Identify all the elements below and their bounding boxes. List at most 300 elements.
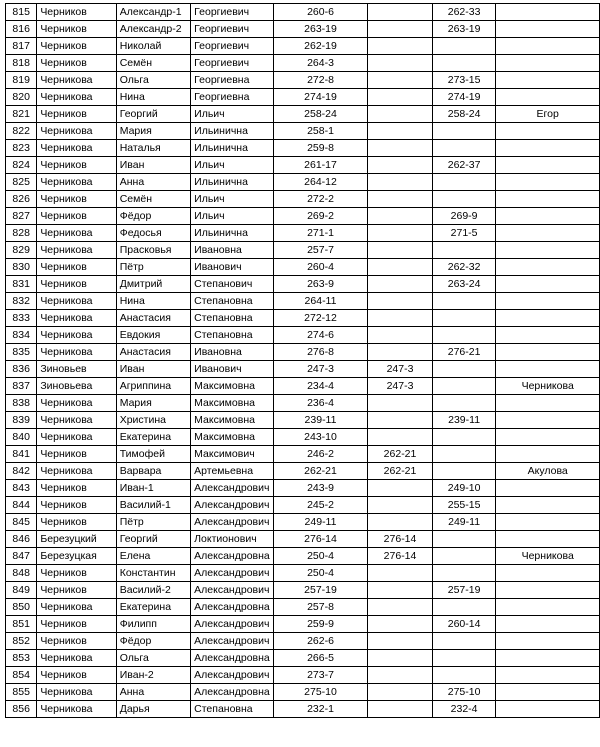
- cell-patronymic: Александровна: [191, 684, 274, 701]
- cell-surname: Черникова: [37, 412, 116, 429]
- cell-given-name: Иван: [116, 157, 190, 174]
- cell-surname: Черников: [37, 259, 116, 276]
- cell-code-2: [368, 701, 433, 718]
- cell-given-name: Нина: [116, 89, 190, 106]
- table-row: [6, 548, 600, 565]
- cell-given-name: Агриппина: [116, 378, 190, 395]
- records-table: [5, 3, 600, 718]
- cell-code-2: [368, 497, 433, 514]
- cell-note: [496, 293, 600, 310]
- cell-patronymic: Ильич: [191, 157, 274, 174]
- cell-note: Акулова: [496, 463, 600, 480]
- cell-code-1: 258-1: [273, 123, 368, 140]
- cell-code-2: [368, 599, 433, 616]
- table-row: [6, 4, 600, 21]
- cell-patronymic: Иванович: [191, 361, 274, 378]
- cell-code-3: [432, 140, 496, 157]
- cell-patronymic: Степановна: [191, 701, 274, 718]
- cell-code-3: [432, 463, 496, 480]
- cell-number: 826: [6, 191, 37, 208]
- cell-code-3: [432, 446, 496, 463]
- table-row: [6, 21, 600, 38]
- cell-code-1: 262-19: [273, 38, 368, 55]
- table-row: [6, 463, 600, 480]
- cell-patronymic: Георгиевич: [191, 38, 274, 55]
- cell-patronymic: Александрович: [191, 616, 274, 633]
- cell-number: 835: [6, 344, 37, 361]
- cell-code-3: [432, 378, 496, 395]
- cell-patronymic: Александрович: [191, 480, 274, 497]
- cell-code-1: 258-24: [273, 106, 368, 123]
- cell-number: 839: [6, 412, 37, 429]
- cell-surname: Зиновьев: [37, 361, 116, 378]
- table-row: [6, 361, 600, 378]
- cell-code-1: 250-4: [273, 548, 368, 565]
- cell-patronymic: Георгиевич: [191, 21, 274, 38]
- cell-given-name: Василий-1: [116, 497, 190, 514]
- cell-patronymic: Ивановна: [191, 242, 274, 259]
- cell-code-2: [368, 616, 433, 633]
- cell-given-name: Иван-2: [116, 667, 190, 684]
- cell-patronymic: Степановна: [191, 293, 274, 310]
- cell-code-2: [368, 327, 433, 344]
- cell-code-3: [432, 327, 496, 344]
- cell-code-3: 271-5: [432, 225, 496, 242]
- cell-number: 829: [6, 242, 37, 259]
- cell-code-1: 272-12: [273, 310, 368, 327]
- cell-given-name: Елена: [116, 548, 190, 565]
- table-row: [6, 157, 600, 174]
- table-row: [6, 429, 600, 446]
- cell-code-3: 258-24: [432, 106, 496, 123]
- table-row: [6, 225, 600, 242]
- cell-surname: Черников: [37, 4, 116, 21]
- cell-code-1: 264-3: [273, 55, 368, 72]
- cell-code-3: [432, 531, 496, 548]
- cell-note: [496, 276, 600, 293]
- cell-code-1: 262-6: [273, 633, 368, 650]
- cell-code-1: 276-14: [273, 531, 368, 548]
- cell-note: [496, 701, 600, 718]
- cell-code-3: 257-19: [432, 582, 496, 599]
- cell-surname: Черников: [37, 480, 116, 497]
- cell-surname: Черникова: [37, 327, 116, 344]
- cell-code-3: 262-32: [432, 259, 496, 276]
- cell-note: [496, 21, 600, 38]
- cell-note: [496, 72, 600, 89]
- cell-code-1: 234-4: [273, 378, 368, 395]
- cell-number: 834: [6, 327, 37, 344]
- table-row: [6, 650, 600, 667]
- cell-code-1: 257-7: [273, 242, 368, 259]
- cell-code-1: 262-21: [273, 463, 368, 480]
- cell-patronymic: Ильинична: [191, 225, 274, 242]
- cell-note: [496, 242, 600, 259]
- records-body: [6, 4, 600, 718]
- cell-code-1: 272-2: [273, 191, 368, 208]
- cell-number: 852: [6, 633, 37, 650]
- cell-code-2: [368, 293, 433, 310]
- cell-surname: Черников: [37, 106, 116, 123]
- table-row: [6, 582, 600, 599]
- cell-surname: Черникова: [37, 701, 116, 718]
- cell-code-1: 260-4: [273, 259, 368, 276]
- cell-surname: Черников: [37, 667, 116, 684]
- cell-note: [496, 514, 600, 531]
- cell-given-name: Варвара: [116, 463, 190, 480]
- cell-code-1: 261-17: [273, 157, 368, 174]
- cell-code-3: 275-10: [432, 684, 496, 701]
- cell-code-2: [368, 412, 433, 429]
- cell-note: Черникова: [496, 548, 600, 565]
- cell-patronymic: Максимовна: [191, 395, 274, 412]
- cell-patronymic: Ильинична: [191, 123, 274, 140]
- cell-code-3: [432, 191, 496, 208]
- cell-note: [496, 582, 600, 599]
- cell-code-3: [432, 123, 496, 140]
- cell-code-3: [432, 55, 496, 72]
- cell-code-2: [368, 225, 433, 242]
- cell-code-2: [368, 259, 433, 276]
- cell-note: [496, 616, 600, 633]
- cell-note: [496, 429, 600, 446]
- cell-code-1: 257-8: [273, 599, 368, 616]
- cell-surname: Черников: [37, 616, 116, 633]
- cell-code-1: 274-19: [273, 89, 368, 106]
- cell-note: [496, 446, 600, 463]
- cell-note: [496, 225, 600, 242]
- cell-given-name: Евдокия: [116, 327, 190, 344]
- cell-note: [496, 599, 600, 616]
- cell-code-1: 264-11: [273, 293, 368, 310]
- cell-surname: Черников: [37, 55, 116, 72]
- cell-number: 816: [6, 21, 37, 38]
- cell-number: 854: [6, 667, 37, 684]
- cell-patronymic: Артемьевна: [191, 463, 274, 480]
- cell-number: 818: [6, 55, 37, 72]
- cell-surname: Черникова: [37, 123, 116, 140]
- cell-code-2: [368, 242, 433, 259]
- cell-given-name: Анна: [116, 174, 190, 191]
- table-row: [6, 276, 600, 293]
- cell-patronymic: Максимовна: [191, 429, 274, 446]
- cell-code-2: 247-3: [368, 378, 433, 395]
- cell-given-name: Пётр: [116, 514, 190, 531]
- cell-code-1: 239-11: [273, 412, 368, 429]
- cell-surname: Черникова: [37, 89, 116, 106]
- cell-number: 832: [6, 293, 37, 310]
- table-row: [6, 395, 600, 412]
- cell-code-2: 247-3: [368, 361, 433, 378]
- cell-code-3: [432, 650, 496, 667]
- table-row: [6, 446, 600, 463]
- cell-number: 827: [6, 208, 37, 225]
- cell-code-1: 236-4: [273, 395, 368, 412]
- cell-patronymic: Максимовна: [191, 412, 274, 429]
- table-row: [6, 208, 600, 225]
- cell-given-name: Тимофей: [116, 446, 190, 463]
- cell-patronymic: Иванович: [191, 259, 274, 276]
- cell-given-name: Анастасия: [116, 344, 190, 361]
- cell-number: 850: [6, 599, 37, 616]
- cell-number: 831: [6, 276, 37, 293]
- cell-patronymic: Александровна: [191, 599, 274, 616]
- table-row: [6, 106, 600, 123]
- cell-code-3: [432, 395, 496, 412]
- table-row: [6, 684, 600, 701]
- cell-number: 838: [6, 395, 37, 412]
- cell-number: 830: [6, 259, 37, 276]
- cell-given-name: Анна: [116, 684, 190, 701]
- cell-surname: Черникова: [37, 293, 116, 310]
- cell-note: [496, 157, 600, 174]
- cell-surname: Черникова: [37, 310, 116, 327]
- table-row: [6, 497, 600, 514]
- cell-code-3: [432, 361, 496, 378]
- cell-number: 820: [6, 89, 37, 106]
- cell-surname: Черникова: [37, 429, 116, 446]
- cell-code-2: [368, 191, 433, 208]
- cell-note: [496, 650, 600, 667]
- cell-patronymic: Максимович: [191, 446, 274, 463]
- table-row: [6, 616, 600, 633]
- cell-given-name: Наталья: [116, 140, 190, 157]
- cell-patronymic: Ильинична: [191, 174, 274, 191]
- cell-surname: Черников: [37, 208, 116, 225]
- cell-code-2: [368, 38, 433, 55]
- cell-note: [496, 412, 600, 429]
- table-row: [6, 327, 600, 344]
- cell-surname: Черникова: [37, 140, 116, 157]
- cell-given-name: Филипп: [116, 616, 190, 633]
- cell-given-name: Христина: [116, 412, 190, 429]
- cell-code-1: 243-9: [273, 480, 368, 497]
- table-row: [6, 633, 600, 650]
- cell-number: 848: [6, 565, 37, 582]
- table-row: [6, 514, 600, 531]
- cell-note: [496, 565, 600, 582]
- cell-code-3: 262-33: [432, 4, 496, 21]
- table-row: [6, 259, 600, 276]
- cell-note: [496, 633, 600, 650]
- table-row: [6, 565, 600, 582]
- cell-code-3: [432, 293, 496, 310]
- cell-surname: Черникова: [37, 174, 116, 191]
- cell-code-2: 262-21: [368, 463, 433, 480]
- cell-code-2: [368, 310, 433, 327]
- cell-code-2: [368, 480, 433, 497]
- cell-code-3: [432, 310, 496, 327]
- table-row: [6, 72, 600, 89]
- cell-code-2: [368, 344, 433, 361]
- cell-note: [496, 310, 600, 327]
- table-row: [6, 344, 600, 361]
- cell-number: 845: [6, 514, 37, 531]
- cell-code-3: 249-10: [432, 480, 496, 497]
- cell-code-3: 263-24: [432, 276, 496, 293]
- cell-note: [496, 480, 600, 497]
- cell-number: 815: [6, 4, 37, 21]
- cell-code-1: 274-6: [273, 327, 368, 344]
- cell-code-2: [368, 140, 433, 157]
- cell-given-name: Пётр: [116, 259, 190, 276]
- cell-patronymic: Ивановна: [191, 344, 274, 361]
- cell-surname: Березуцкий: [37, 531, 116, 548]
- table-row: [6, 599, 600, 616]
- cell-code-1: 266-5: [273, 650, 368, 667]
- cell-note: [496, 327, 600, 344]
- cell-code-2: 276-14: [368, 548, 433, 565]
- cell-surname: Черникова: [37, 395, 116, 412]
- cell-given-name: Мария: [116, 123, 190, 140]
- cell-code-2: [368, 514, 433, 531]
- cell-code-2: [368, 684, 433, 701]
- cell-surname: Черникова: [37, 684, 116, 701]
- table-row: [6, 378, 600, 395]
- cell-note: [496, 497, 600, 514]
- cell-code-1: 275-10: [273, 684, 368, 701]
- cell-code-2: [368, 582, 433, 599]
- table-row: [6, 191, 600, 208]
- cell-patronymic: Александрович: [191, 497, 274, 514]
- cell-code-1: 264-12: [273, 174, 368, 191]
- cell-code-2: [368, 174, 433, 191]
- table-row: [6, 293, 600, 310]
- cell-code-1: 259-9: [273, 616, 368, 633]
- cell-given-name: Мария: [116, 395, 190, 412]
- cell-given-name: Ольга: [116, 650, 190, 667]
- cell-note: [496, 344, 600, 361]
- cell-surname: Черникова: [37, 225, 116, 242]
- cell-code-2: [368, 429, 433, 446]
- cell-surname: Черникова: [37, 599, 116, 616]
- cell-given-name: Иван: [116, 361, 190, 378]
- cell-given-name: Екатерина: [116, 599, 190, 616]
- cell-given-name: Семён: [116, 55, 190, 72]
- cell-number: 855: [6, 684, 37, 701]
- cell-surname: Черникова: [37, 72, 116, 89]
- table-row: [6, 412, 600, 429]
- cell-code-2: 276-14: [368, 531, 433, 548]
- cell-code-3: [432, 565, 496, 582]
- cell-code-1: 269-2: [273, 208, 368, 225]
- cell-code-2: [368, 633, 433, 650]
- cell-surname: Черникова: [37, 344, 116, 361]
- cell-patronymic: Георгиевич: [191, 4, 274, 21]
- cell-surname: Черников: [37, 38, 116, 55]
- cell-code-1: 257-19: [273, 582, 368, 599]
- cell-given-name: Нина: [116, 293, 190, 310]
- cell-note: [496, 667, 600, 684]
- cell-given-name: Василий-2: [116, 582, 190, 599]
- cell-given-name: Фёдор: [116, 208, 190, 225]
- cell-code-2: [368, 667, 433, 684]
- cell-given-name: Семён: [116, 191, 190, 208]
- cell-code-3: [432, 599, 496, 616]
- cell-surname: Черников: [37, 446, 116, 463]
- cell-number: 841: [6, 446, 37, 463]
- cell-code-2: [368, 106, 433, 123]
- cell-note: Егор: [496, 106, 600, 123]
- cell-note: [496, 531, 600, 548]
- cell-code-3: 249-11: [432, 514, 496, 531]
- cell-patronymic: Степанович: [191, 276, 274, 293]
- table-row: [6, 310, 600, 327]
- cell-note: [496, 174, 600, 191]
- cell-patronymic: Ильич: [191, 106, 274, 123]
- cell-given-name: Александр-1: [116, 4, 190, 21]
- cell-code-1: 246-2: [273, 446, 368, 463]
- cell-note: [496, 395, 600, 412]
- cell-code-2: [368, 4, 433, 21]
- cell-code-1: 263-9: [273, 276, 368, 293]
- cell-given-name: Федосья: [116, 225, 190, 242]
- cell-note: [496, 38, 600, 55]
- cell-code-3: 269-9: [432, 208, 496, 225]
- cell-code-3: [432, 429, 496, 446]
- cell-number: 844: [6, 497, 37, 514]
- cell-code-3: 263-19: [432, 21, 496, 38]
- cell-code-2: [368, 21, 433, 38]
- cell-patronymic: Ильич: [191, 191, 274, 208]
- cell-code-1: 247-3: [273, 361, 368, 378]
- cell-surname: Черникова: [37, 463, 116, 480]
- cell-code-2: [368, 565, 433, 582]
- cell-number: 846: [6, 531, 37, 548]
- cell-code-3: 239-11: [432, 412, 496, 429]
- cell-patronymic: Ильинична: [191, 140, 274, 157]
- cell-code-2: [368, 72, 433, 89]
- cell-code-1: 245-2: [273, 497, 368, 514]
- cell-code-2: [368, 123, 433, 140]
- cell-code-3: 232-4: [432, 701, 496, 718]
- cell-patronymic: Степановна: [191, 327, 274, 344]
- table-row: [6, 140, 600, 157]
- table-row: [6, 531, 600, 548]
- cell-number: 824: [6, 157, 37, 174]
- cell-surname: Черников: [37, 514, 116, 531]
- cell-patronymic: Локтионович: [191, 531, 274, 548]
- cell-number: 821: [6, 106, 37, 123]
- cell-patronymic: Максимовна: [191, 378, 274, 395]
- cell-code-2: [368, 276, 433, 293]
- cell-number: 836: [6, 361, 37, 378]
- cell-patronymic: Александрович: [191, 514, 274, 531]
- cell-note: [496, 259, 600, 276]
- cell-given-name: Дмитрий: [116, 276, 190, 293]
- cell-given-name: Анастасия: [116, 310, 190, 327]
- cell-number: 819: [6, 72, 37, 89]
- cell-patronymic: Александрович: [191, 565, 274, 582]
- cell-patronymic: Александрович: [191, 582, 274, 599]
- cell-given-name: Георгий: [116, 531, 190, 548]
- cell-note: [496, 684, 600, 701]
- cell-given-name: Дарья: [116, 701, 190, 718]
- cell-note: [496, 123, 600, 140]
- table-row: [6, 701, 600, 718]
- cell-code-2: [368, 55, 433, 72]
- cell-note: Черникова: [496, 378, 600, 395]
- cell-surname: Зиновьева: [37, 378, 116, 395]
- cell-note: [496, 361, 600, 378]
- cell-code-3: [432, 38, 496, 55]
- table-row: [6, 38, 600, 55]
- cell-given-name: Георгий: [116, 106, 190, 123]
- cell-code-2: 262-21: [368, 446, 433, 463]
- table-row: [6, 242, 600, 259]
- cell-surname: Черников: [37, 633, 116, 650]
- cell-code-1: 250-4: [273, 565, 368, 582]
